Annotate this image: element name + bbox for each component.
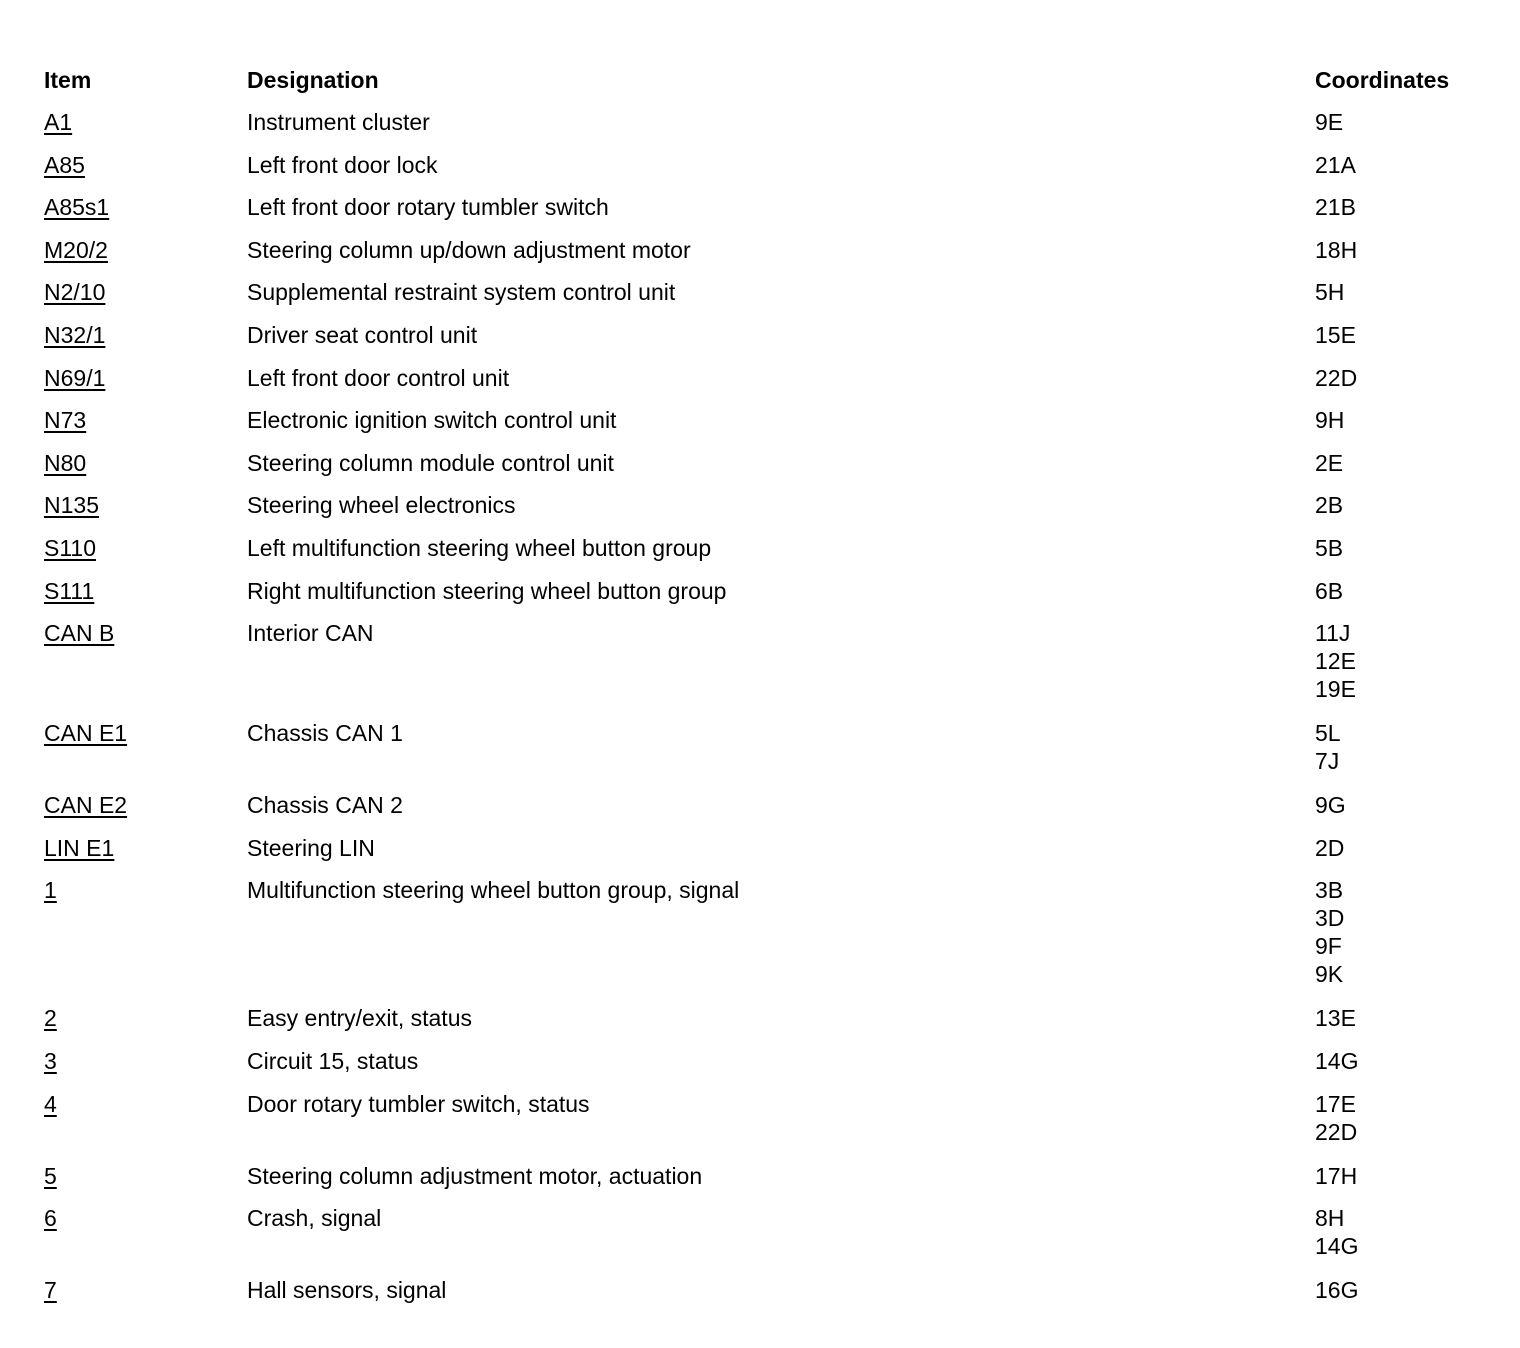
designation-text: Left front door rotary tumbler switch — [247, 194, 609, 221]
table-row — [44, 270, 1484, 313]
designation-text: Easy entry/exit, status — [247, 1005, 472, 1032]
designation-cell — [247, 526, 1315, 569]
coordinate-value: 5B — [1315, 534, 1344, 561]
designation-text: Steering column module control unit — [247, 449, 614, 476]
coordinate-value: 17E — [1315, 1090, 1356, 1117]
legend-table — [44, 58, 1484, 1311]
item-cell — [44, 783, 247, 826]
item-cell — [44, 143, 247, 186]
coordinate-value: 21B — [1315, 194, 1356, 221]
item-link[interactable]: A1 — [44, 109, 73, 135]
coordinate-value: 9F — [1315, 933, 1342, 960]
designation-text: Chassis CAN 1 — [247, 720, 403, 747]
designation-cell — [247, 826, 1315, 869]
header-designation: Designation — [247, 67, 379, 93]
coordinate-value: 3D — [1315, 905, 1345, 932]
coordinate-value: 21A — [1315, 151, 1356, 178]
coordinate-value: 22D — [1315, 364, 1358, 391]
designation-cell — [247, 783, 1315, 826]
table-row — [44, 185, 1484, 228]
designation-text: Steering LIN — [247, 834, 375, 861]
designation-text: Interior CAN — [247, 620, 374, 647]
coordinate-value: 7J — [1315, 748, 1340, 775]
item-cell — [44, 868, 247, 996]
header-row — [44, 58, 1484, 100]
designation-cell — [247, 356, 1315, 399]
designation-text: Multifunction steering wheel button group, signal — [247, 877, 740, 904]
coordinates-cell — [1315, 526, 1484, 569]
table-row — [44, 783, 1484, 826]
table-row — [44, 356, 1484, 399]
item-cell — [44, 483, 247, 526]
item-link[interactable]: 6 — [44, 1205, 57, 1232]
item-cell — [44, 356, 247, 399]
item-link[interactable]: 2 — [44, 1005, 57, 1032]
table-row — [44, 100, 1484, 143]
item-cell — [44, 100, 247, 143]
table-row — [44, 398, 1484, 441]
designation-cell — [247, 270, 1315, 313]
item-link[interactable]: S111 — [44, 577, 95, 604]
designation-cell — [247, 1268, 1315, 1311]
designation-cell — [247, 398, 1315, 441]
designation-cell — [247, 868, 1315, 996]
designation-cell — [247, 711, 1315, 783]
coordinates-cell — [1315, 611, 1484, 711]
designation-cell — [247, 1039, 1315, 1082]
designation-cell — [247, 313, 1315, 356]
coordinates-cell — [1315, 441, 1484, 484]
table-row — [44, 611, 1484, 711]
item-cell — [44, 826, 247, 869]
designation-text: Chassis CAN 2 — [247, 792, 403, 819]
designation-text: Steering column up/down adjustment motor — [247, 236, 691, 263]
coordinate-value: 9K — [1315, 961, 1344, 988]
item-link[interactable]: N80 — [44, 449, 87, 476]
item-cell — [44, 398, 247, 441]
coordinate-value: 22D — [1315, 1118, 1358, 1145]
item-link[interactable]: N69/1 — [44, 364, 106, 391]
coordinate-value: 3B — [1315, 877, 1344, 904]
coordinates-cell — [1315, 100, 1484, 143]
designation-cell — [247, 1154, 1315, 1197]
designation-text: Door rotary tumbler switch, status — [247, 1090, 590, 1117]
item-link[interactable]: A85s1 — [44, 194, 110, 221]
coordinates-cell — [1315, 1268, 1484, 1311]
coordinate-value: 5L — [1315, 720, 1341, 747]
coordinate-value: 14G — [1315, 1233, 1359, 1260]
header-coordinates: Coordinates — [1315, 67, 1450, 93]
coordinates-cell — [1315, 185, 1484, 228]
item-cell — [44, 569, 247, 612]
designation-cell — [247, 569, 1315, 612]
coordinates-cell — [1315, 1196, 1484, 1268]
item-link[interactable]: 3 — [44, 1047, 57, 1074]
designation-text: Left front door control unit — [247, 364, 510, 391]
item-cell — [44, 526, 247, 569]
designation-text: Circuit 15, status — [247, 1047, 419, 1074]
coordinate-value: 9G — [1315, 792, 1346, 819]
coordinate-value: 2B — [1315, 492, 1344, 519]
coordinates-cell — [1315, 143, 1484, 186]
coordinate-value: 2D — [1315, 834, 1345, 861]
designation-cell — [247, 996, 1315, 1039]
designation-cell — [247, 441, 1315, 484]
item-link[interactable]: 7 — [44, 1277, 57, 1304]
coordinate-value: 18H — [1315, 236, 1358, 263]
item-link[interactable]: N32/1 — [44, 321, 106, 348]
item-link[interactable]: N73 — [44, 407, 87, 434]
coordinate-value: 16G — [1315, 1277, 1359, 1304]
coordinates-cell — [1315, 228, 1484, 271]
designation-text: Driver seat control unit — [247, 321, 478, 348]
item-cell — [44, 441, 247, 484]
coordinates-cell — [1315, 711, 1484, 783]
coordinates-cell — [1315, 1039, 1484, 1082]
item-link[interactable]: 5 — [44, 1162, 57, 1189]
item-cell — [44, 1082, 247, 1154]
coordinate-value: 5H — [1315, 279, 1345, 306]
item-link[interactable]: CAN E2 — [44, 792, 128, 819]
item-cell — [44, 1154, 247, 1197]
designation-text: Right multifunction steering wheel button group — [247, 577, 727, 604]
table-row — [44, 1082, 1484, 1154]
designation-cell — [247, 228, 1315, 271]
coordinate-value: 14G — [1315, 1047, 1359, 1074]
designation-text: Supplemental restraint system control unit — [247, 279, 676, 306]
designation-cell — [247, 143, 1315, 186]
coordinates-cell — [1315, 270, 1484, 313]
item-cell — [44, 711, 247, 783]
coordinate-value: 6B — [1315, 577, 1344, 604]
table-row — [44, 1196, 1484, 1268]
coordinate-value: 13E — [1315, 1005, 1356, 1032]
coordinate-value: 17H — [1315, 1162, 1358, 1189]
item-cell — [44, 996, 247, 1039]
designation-text: Instrument cluster — [247, 109, 430, 135]
coordinates-cell — [1315, 569, 1484, 612]
designation-text: Steering column adjustment motor, actuation — [247, 1162, 703, 1189]
table-row — [44, 826, 1484, 869]
coordinates-cell — [1315, 783, 1484, 826]
item-link[interactable]: CAN E1 — [44, 720, 128, 747]
item-cell — [44, 185, 247, 228]
item-link[interactable]: CAN B — [44, 620, 115, 647]
item-link[interactable]: S110 — [44, 534, 97, 561]
item-cell — [44, 1268, 247, 1311]
designation-cell — [247, 611, 1315, 711]
designation-text: Electronic ignition switch control unit — [247, 407, 617, 434]
coordinate-value: 19E — [1315, 676, 1356, 703]
table-row — [44, 228, 1484, 271]
item-cell — [44, 1196, 247, 1268]
designation-text: Steering wheel electronics — [247, 492, 516, 519]
item-link[interactable]: N2/10 — [44, 279, 106, 306]
coordinate-value: 15E — [1315, 321, 1356, 348]
coordinates-cell — [1315, 1082, 1484, 1154]
item-cell — [44, 1039, 247, 1082]
coordinate-value: 8H — [1315, 1205, 1345, 1232]
item-link[interactable]: 4 — [44, 1090, 57, 1117]
designation-cell — [247, 185, 1315, 228]
item-cell — [44, 611, 247, 711]
coordinate-value: 2E — [1315, 449, 1344, 476]
coordinate-value: 12E — [1315, 648, 1356, 675]
table-row — [44, 996, 1484, 1039]
coordinate-value: 9E — [1315, 109, 1344, 135]
table-row — [44, 143, 1484, 186]
table-row — [44, 1268, 1484, 1311]
item-cell — [44, 228, 247, 271]
table-row — [44, 1039, 1484, 1082]
coordinates-cell — [1315, 398, 1484, 441]
coordinate-value: 11J — [1315, 620, 1351, 647]
designation-text: Left multifunction steering wheel button group — [247, 534, 712, 561]
coordinates-cell — [1315, 996, 1484, 1039]
table-row — [44, 1154, 1484, 1197]
item-link[interactable]: N135 — [44, 492, 99, 519]
table-row — [44, 483, 1484, 526]
table-row — [44, 711, 1484, 783]
table-row — [44, 313, 1484, 356]
table-row — [44, 526, 1484, 569]
item-link[interactable]: LIN E1 — [44, 834, 115, 861]
item-link[interactable]: 1 — [44, 877, 57, 904]
table-row — [44, 441, 1484, 484]
table-row — [44, 868, 1484, 996]
coordinates-cell — [1315, 483, 1484, 526]
designation-cell — [247, 1196, 1315, 1268]
item-link[interactable]: M20/2 — [44, 236, 108, 263]
designation-text: Left front door lock — [247, 151, 438, 178]
designation-cell — [247, 483, 1315, 526]
item-cell — [44, 270, 247, 313]
header-item: Item — [44, 67, 92, 93]
designation-text: Hall sensors, signal — [247, 1277, 447, 1304]
coordinate-value: 9H — [1315, 407, 1345, 434]
table-row — [44, 569, 1484, 612]
coordinates-cell — [1315, 1154, 1484, 1197]
designation-text: Crash, signal — [247, 1205, 382, 1232]
designation-cell — [247, 100, 1315, 143]
coordinates-cell — [1315, 826, 1484, 869]
legend-body — [44, 100, 1484, 1311]
item-link[interactable]: A85 — [44, 151, 85, 178]
coordinates-cell — [1315, 356, 1484, 399]
coordinates-cell — [1315, 313, 1484, 356]
designation-cell — [247, 1082, 1315, 1154]
item-cell — [44, 313, 247, 356]
coordinates-cell — [1315, 868, 1484, 996]
